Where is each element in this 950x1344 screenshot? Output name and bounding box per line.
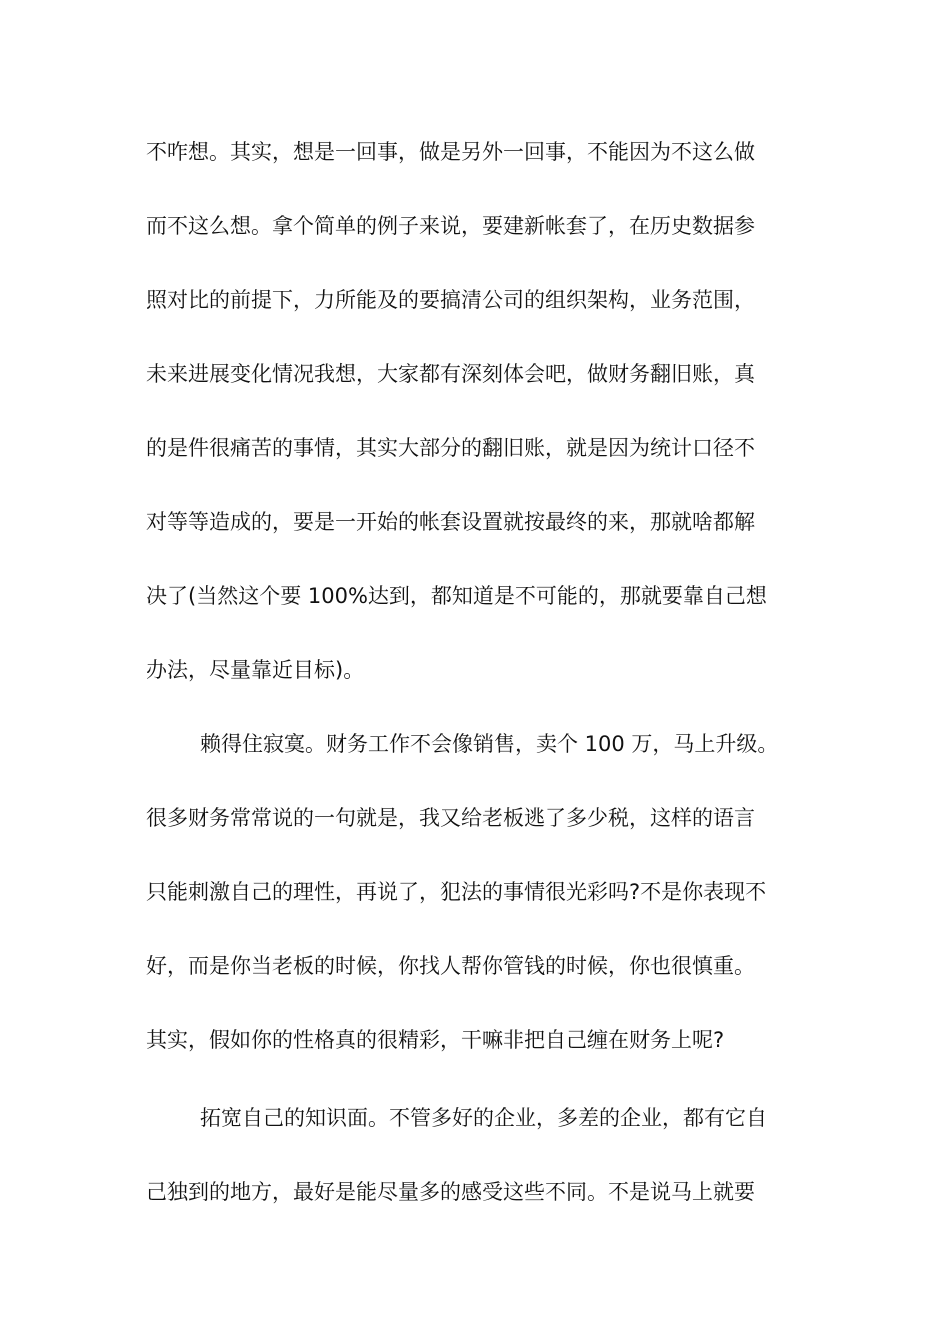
text-line-15: 己独到的地方，最好是能尽量多的感受这些不同。不是说马上就要 — [146, 1180, 755, 1204]
text-line-11: 只能刺激自己的理性，再说了，犯法的事情很光彩吗?不是你表现不 — [146, 880, 767, 904]
text-line-2: 而不这么想。拿个简单的例子来说，要建新帐套了，在历史数据参 — [146, 214, 755, 238]
text-line-12: 好，而是你当老板的时候，你找人帮你管钱的时候，你也很慎重。 — [146, 954, 755, 978]
text-line-6: 对等等造成的，要是一开始的帐套设置就按最终的来，那就啥都解 — [146, 510, 755, 534]
paragraph-start-line: 赖得住寂寞。财务工作不会像销售，卖个 100 万，马上升级。 — [200, 732, 779, 756]
text-line-4: 未来进展变化情况我想，大家都有深刻体会吧，做财务翻旧账，真 — [146, 362, 755, 386]
text-line-13: 其实，假如你的性格真的很精彩，干嘛非把自己缠在财务上呢? — [146, 1028, 725, 1052]
paragraph-start-line: 拓宽自己的知识面。不管多好的企业，多差的企业，都有它自 — [200, 1106, 767, 1130]
text-line-10: 很多财务常常说的一句就是，我又给老板逃了多少税，这样的语言 — [146, 806, 755, 830]
text-line-1: 不咋想。其实，想是一回事，做是另外一回事，不能因为不这么做 — [146, 140, 755, 164]
text-line-5: 的是件很痛苦的事情，其实大部分的翻旧账，就是因为统计口径不 — [146, 436, 755, 460]
text-line-8: 办法，尽量靠近目标)。 — [146, 658, 365, 682]
text-line-3: 照对比的前提下，力所能及的要搞清公司的组织架构，业务范围， — [146, 288, 755, 312]
text-line-7: 决了(当然这个要 100%达到，都知道是不可能的，那就要靠自己想 — [146, 584, 767, 608]
